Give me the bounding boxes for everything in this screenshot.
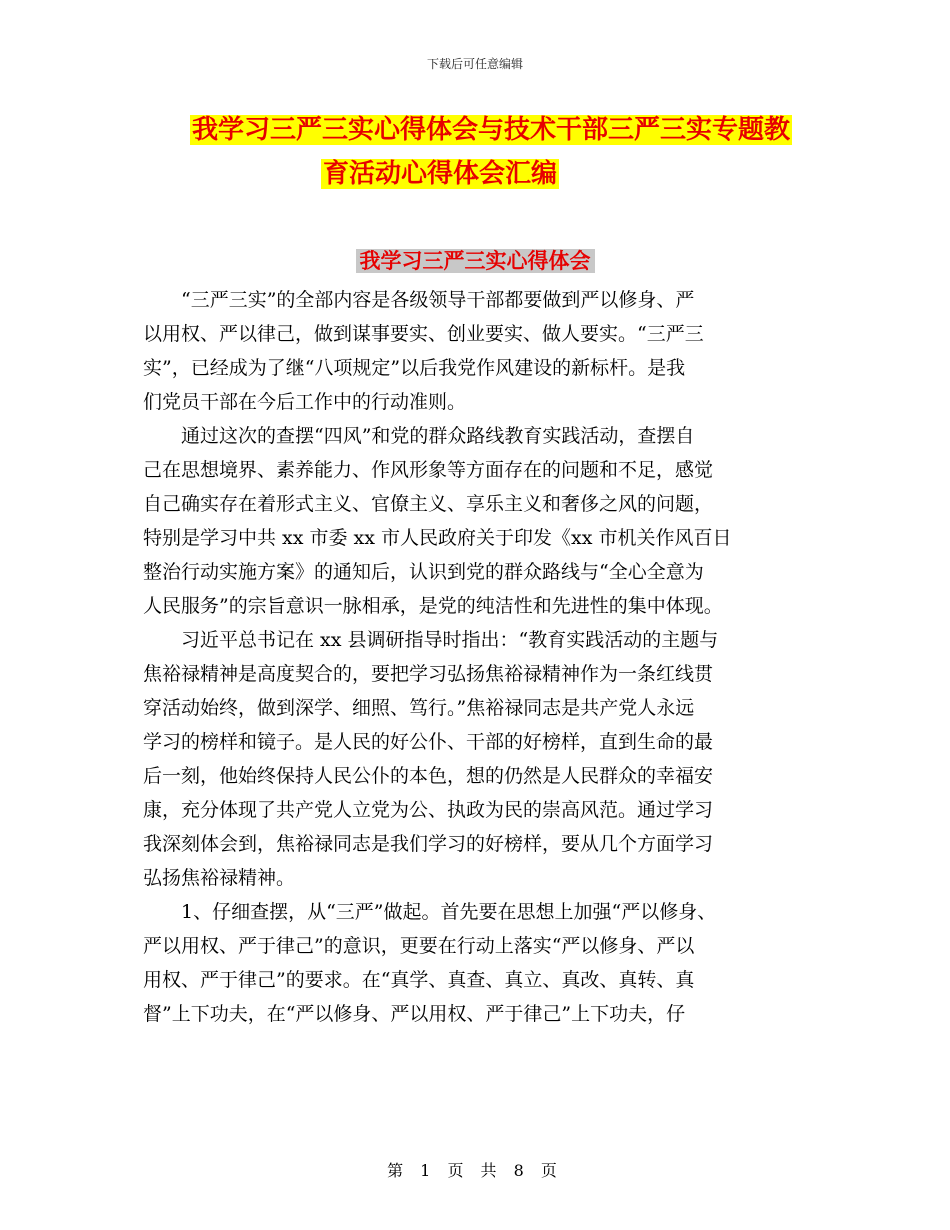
paragraph-line: 康，充分体现了共产党人立党为公、执政为民的崇高风范。通过学习 [143, 799, 714, 821]
paragraph-line: 实”，已经成为了继“八项规定”以后我党作风建设的新标杆。是我 [143, 357, 686, 379]
document-title [190, 108, 810, 196]
paragraph-line: 习近平总书记在 xx 县调研指导时指出：“教育实践活动的主题与 [181, 629, 719, 651]
body-text [143, 283, 803, 1031]
section-title-text: 我学习三严三实心得体会 [356, 249, 595, 273]
paragraph-line: 焦裕禄精神是高度契合的，要把学习弘扬焦裕禄精神作为一条红线贯 [143, 663, 714, 685]
section-title [0, 245, 950, 275]
paragraph-line: 1、仔细查摆，从“三严”做起。首先要在思想上加强“严以修身、 [181, 901, 717, 923]
paragraph-line: “三严三实”的全部内容是各级领导干部都要做到严以修身、严 [181, 289, 695, 311]
paragraph-3 [143, 623, 803, 895]
paragraph-line: 们党员干部在今后工作中的行动准则。 [143, 391, 467, 413]
paragraph-line: 特别是学习中共 xx 市委 xx 市人民政府关于印发《xx 市机关作风百日 [143, 527, 732, 549]
paragraph-1 [143, 283, 803, 419]
paragraph-line: 自己确实存在着形式主义、官僚主义、享乐主义和奢侈之风的问题， [143, 493, 714, 515]
paragraph-line: 整治行动实施方案》的通知后，认识到党的群众路线与“全心全意为 [143, 561, 704, 583]
paragraph-line: 穿活动始终，做到深学、细照、笃行。”焦裕禄同志是共产党人永远 [143, 697, 695, 719]
paragraph-line: 我深刻体会到，焦裕禄同志是我们学习的好榜样，要从几个方面学习 [143, 833, 714, 855]
paragraph-line: 通过这次的查摆“四风”和党的群众路线教育实践活动，查摆自 [181, 425, 695, 447]
paragraph-line: 学习的榜样和镜子。是人民的好公仆、干部的好榜样，直到生命的最 [143, 731, 714, 753]
paragraph-line: 以用权、严以律己，做到谋事要实、创业要实、做人要实。“三严三 [143, 323, 704, 345]
paragraph-line: 督”上下功夫，在“严以修身、严以用权、严于律己”上下功夫，仔 [143, 1003, 686, 1025]
page-footer: 第 1 页 共 8 页 [387, 1161, 563, 1180]
paragraph-line: 己在思想境界、素养能力、作风形象等方面存在的问题和不足，感觉 [143, 459, 714, 481]
paragraph-2 [143, 419, 803, 623]
paragraph-line: 人民服务”的宗旨意识一脉相承，是党的纯洁性和先进性的集中体现。 [143, 595, 723, 617]
paragraph-4 [143, 895, 803, 1031]
title-line-1: 我学习三严三实心得体会与技术干部三严三实专题教 [192, 115, 791, 145]
header-note: 下载后可任意编辑 [426, 57, 523, 71]
paragraph-line: 用权、严于律己”的要求。在“真学、真查、真立、真改、真转、真 [143, 969, 695, 991]
paragraph-line: 后一刻，他始终保持人民公仆的本色，想的仍然是人民群众的幸福安 [143, 765, 714, 787]
title-line-2: 育活动心得体会汇编 [322, 159, 557, 189]
paragraph-line: 弘扬焦裕禄精神。 [143, 867, 296, 889]
paragraph-line: 严以用权、严于律己”的意识，更要在行动上落实“严以修身、严以 [143, 935, 695, 957]
